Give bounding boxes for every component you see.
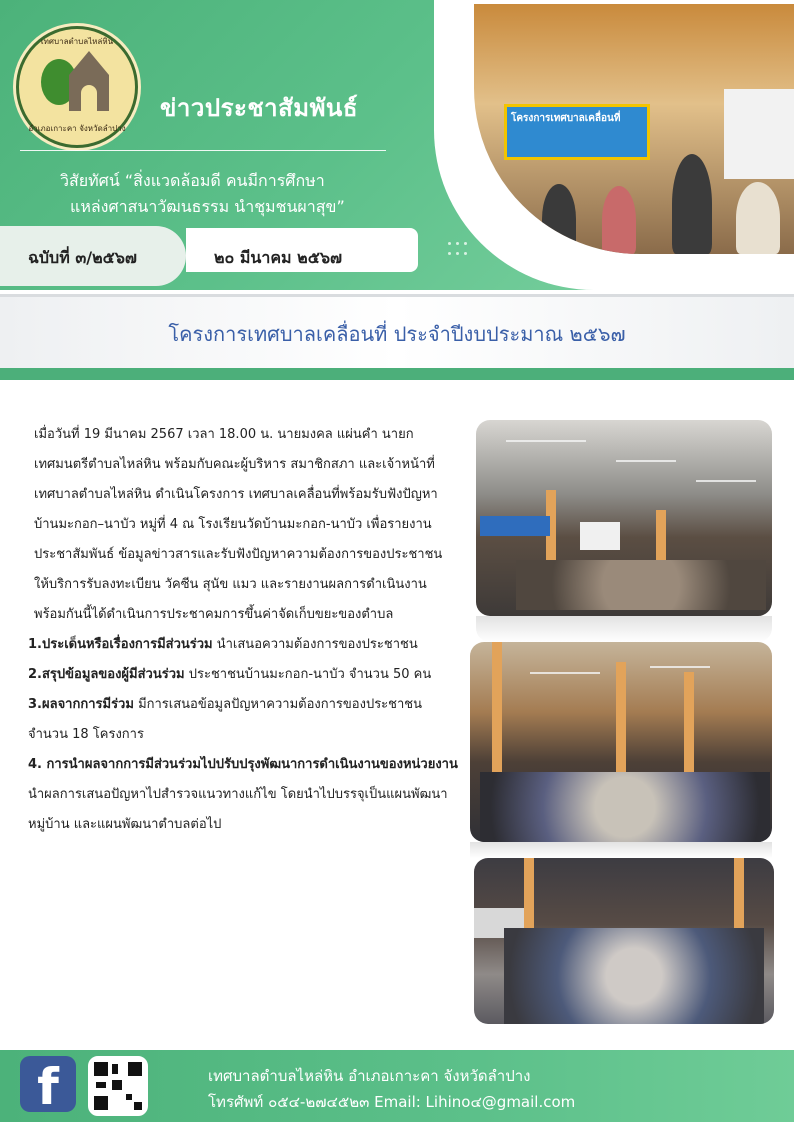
photo-reflection xyxy=(470,842,772,858)
article-intro: เมื่อวันที่ 19 มีนาคม 2567 เวลา 18.00 น. นายมงคล แผ่นคำ นายกเทศมนตรีตำบลไหล่หิน พร้อมกับคณะผู้บริหาร สมาชิกสภา และเจ้าหน้าที่เทศบาลตำบลไหล่หิน ดำเนินโครงการ เทศบาลเคลื่อนที่พร้อมรับฟังปัญหาบ้านมะกอก–นาบัว หมู่ที่ 4 ณ โรงเรียนวัดบ้านมะกอก-นาบัว เพื่อรายงาน ประชาสัมพันธ์ ข้อมูลข่าวสารและรับฟังปัญหาความต้องการของประชาชน ให้บริการรับลงทะเบียน วัคซีน สุนัข แมว และรายงานผลการดำเนินงานพร้อมกันนี้ได้ดำเนินการประชาคมการขึ้นค่าจัดเก็บขยะของตำบล xyxy=(34,427,443,622)
item-text: ประชาชนบ้านมะกอก-นาบัว จำนวน 50 คน xyxy=(184,667,432,682)
item-heading: 4. การนำผลจากการมีส่วนร่วมไปปรับปรุงพัฒนาการดำเนินงานของหน่วยงาน xyxy=(28,757,458,772)
audience xyxy=(516,560,766,610)
vision-statement xyxy=(60,168,345,220)
item-text: มีการเสนอข้อมูลปัญหาความต้องการของประชาชน จำนวน 18 โครงการ xyxy=(28,697,423,742)
project-banner-sign-text: โครงการเทศบาลเคลื่อนที่ xyxy=(511,113,621,124)
article-body xyxy=(28,420,458,840)
article-item-2 xyxy=(28,660,458,690)
person xyxy=(736,182,780,254)
header-divider xyxy=(20,150,386,151)
meeting-photo-2 xyxy=(470,642,772,842)
issue-number: ฉบับที่ ๓/๒๕๖๗ xyxy=(28,248,137,267)
projector-screen xyxy=(580,522,620,550)
item-heading: 3.ผลจากการมีร่วม xyxy=(28,697,134,712)
item-heading: 2.สรุปข้อมูลของผู้มีส่วนร่วม xyxy=(28,667,185,682)
ceiling-light xyxy=(650,666,710,668)
vision-line-2: แหล่งศาสนาวัฒนธรรม นำชุมชนผาสุข” xyxy=(70,197,345,216)
logo-bottom-text: อำเภอเกาะคา จังหวัดลำปาง xyxy=(28,124,126,133)
dots-decoration xyxy=(448,240,472,260)
ceiling-light xyxy=(696,480,756,482)
article-item-4 xyxy=(28,750,458,840)
article-item-1 xyxy=(28,630,458,660)
item-text: นำผลการเสนอปัญหาไปสำรวจแนวทางแก้ไข โดยนำไปบรรจุเป็นแผนพัฒนาหมู่บ้าน และแผนพัฒนาตำบลต่อไป xyxy=(28,787,448,832)
pillar xyxy=(492,642,502,772)
person xyxy=(602,186,636,254)
municipality-logo xyxy=(16,26,138,148)
ceiling-light xyxy=(530,672,600,674)
page-title: ข่าวประชาสัมพันธ์ xyxy=(160,94,358,122)
pillar xyxy=(734,858,744,938)
person xyxy=(672,154,712,254)
vision-line-1: วิสัยทัศน์ “สิ่งแวดล้อมดี คนมีการศึกษา xyxy=(60,171,325,190)
item-text: นำเสนอความต้องการของประชาชน xyxy=(212,637,418,652)
footer-contact: โทรศัพท์ ๐๕๔-๒๗๔๕๒๓ Email: Lihino๔@gmail.com xyxy=(208,1093,576,1111)
issue-date: ๒๐ มีนาคม ๒๕๖๗ xyxy=(214,248,343,267)
qr-code-icon[interactable] xyxy=(88,1056,148,1116)
facebook-icon[interactable]: f xyxy=(20,1056,76,1112)
photo-reflection xyxy=(476,616,772,642)
audience xyxy=(504,928,764,1024)
ceiling-light xyxy=(616,460,676,462)
article-item-3 xyxy=(28,690,458,750)
project-banner-sign xyxy=(480,516,550,536)
logo-top-text: เทศบาลตำบลไหล่หิน xyxy=(40,37,114,46)
pillar xyxy=(684,672,694,772)
audience xyxy=(480,772,770,842)
projector-screen xyxy=(724,89,794,179)
ceiling-light xyxy=(506,440,586,442)
pillar xyxy=(616,662,626,772)
project-banner-sign xyxy=(504,104,650,160)
banner-accent-bar xyxy=(0,368,794,380)
person xyxy=(542,184,576,254)
footer-organization: เทศบาลตำบลไหล่หิน อำเภอเกาะคา จังหวัดลำปาง xyxy=(208,1067,531,1085)
section-title: โครงการเทศบาลเคลื่อนที่ ประจำปีงบประมาณ ๒๕๖๗ xyxy=(168,322,626,346)
meeting-photo-3 xyxy=(474,858,774,1024)
gate-door xyxy=(81,85,97,111)
item-heading: 1.ประเด็นหรือเรื่องการมีส่วนร่วม xyxy=(28,637,213,652)
meeting-photo-1 xyxy=(476,420,772,616)
